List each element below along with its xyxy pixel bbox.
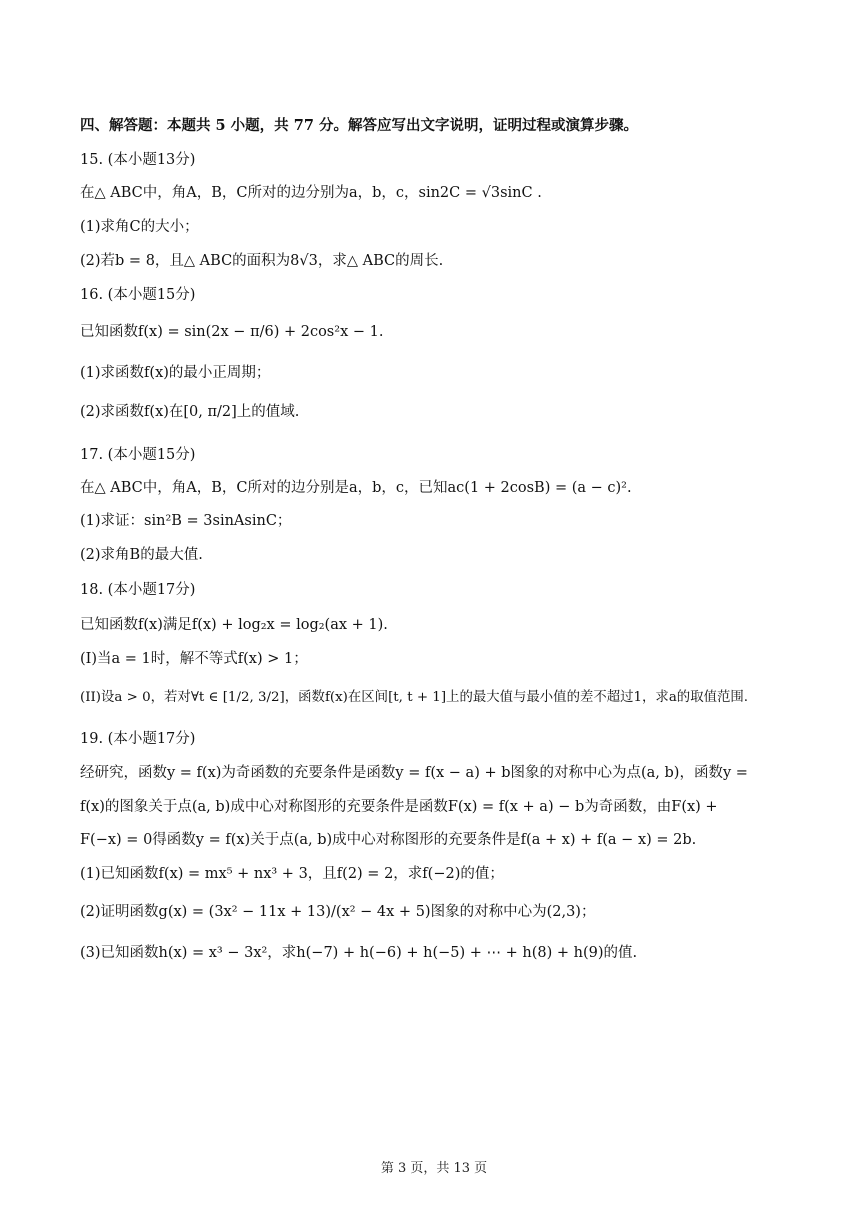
problem-label: 16. (本小题15分) (80, 287, 196, 303)
problem-text: (2)若b = 8，且△ ABC的面积为8√3，求△ ABC的周长. (80, 253, 444, 269)
problem-text: (3)已知函数h(x) = x³ − 3x²，求h(−7) + h(−6) + h(−5) + ⋯ + h(8) + h(9)的值. (80, 945, 638, 961)
problem-text: 在△ ABC中，角A，B，C所对的边分别为a，b，c，sin2C = √3sinC . (80, 185, 542, 201)
problem-text: (1)求证：sin²B = 3sinAsinC； (80, 513, 292, 529)
problem-text: (2)证明函数g(x) = (3x² − 11x + 13)/(x² − 4x + 5)图象的对称中心为(2,3)； (80, 904, 596, 920)
problem-label: 19. (本小题17分) (80, 731, 196, 747)
problem-text: (1)求函数f(x)的最小正周期； (80, 365, 271, 381)
problem-text: (2)求角B的最大值. (80, 547, 203, 563)
problem-label: 18. (本小题17分) (80, 582, 196, 598)
problem-text: (II)设a > 0，若对∀t ∈ [1/2, 3/2]，函数f(x)在区间[t, t + 1]上的最大值与最小值的差不超过1，求a的取值范围. (80, 690, 749, 705)
section-header: 四、解答题：本题共 5 小题，共 77 分。解答应写出文字说明，证明过程或演算步骤。 (80, 117, 638, 134)
page-number: 第 3 页，共 13 页 (380, 1161, 488, 1176)
problem-text: (1)已知函数f(x) = mx⁵ + nx³ + 3，且f(2) = 2，求f(−2)的值； (80, 866, 504, 882)
problem-text: 已知函数f(x) = sin(2x − π/6) + 2cos²x − 1. (80, 324, 384, 340)
problem-text: (I)当a = 1时，解不等式f(x) > 1； (80, 651, 308, 667)
problem-text: f(x)的图象关于点(a, b)成中心对称图形的充要条件是函数F(x) = f(x + a) − b为奇函数，由F(x) + (80, 799, 718, 815)
problem-text: (2)求函数f(x)在[0, π/2]上的值域. (80, 404, 300, 420)
problem-text: (1)求角C的大小； (80, 219, 199, 235)
problem-label: 17. (本小题15分) (80, 447, 196, 463)
problem-text: 经研究，函数y = f(x)为奇函数的充要条件是函数y = f(x − a) + b图象的对称中心为点(a, b)，函数y = (80, 765, 748, 781)
problem-label: 15. (本小题13分) (80, 152, 196, 168)
problem-text: 在△ ABC中，角A，B，C所对的边分别是a，b，c，已知ac(1 + 2cosB) = (a − c)². (80, 480, 632, 496)
problem-text: 已知函数f(x)满足f(x) + log₂x = log₂(ax + 1). (80, 617, 388, 633)
problem-text: F(−x) = 0得函数y = f(x)关于点(a, b)成中心对称图形的充要条件是f(a + x) + f(a − x) = 2b. (80, 832, 697, 848)
